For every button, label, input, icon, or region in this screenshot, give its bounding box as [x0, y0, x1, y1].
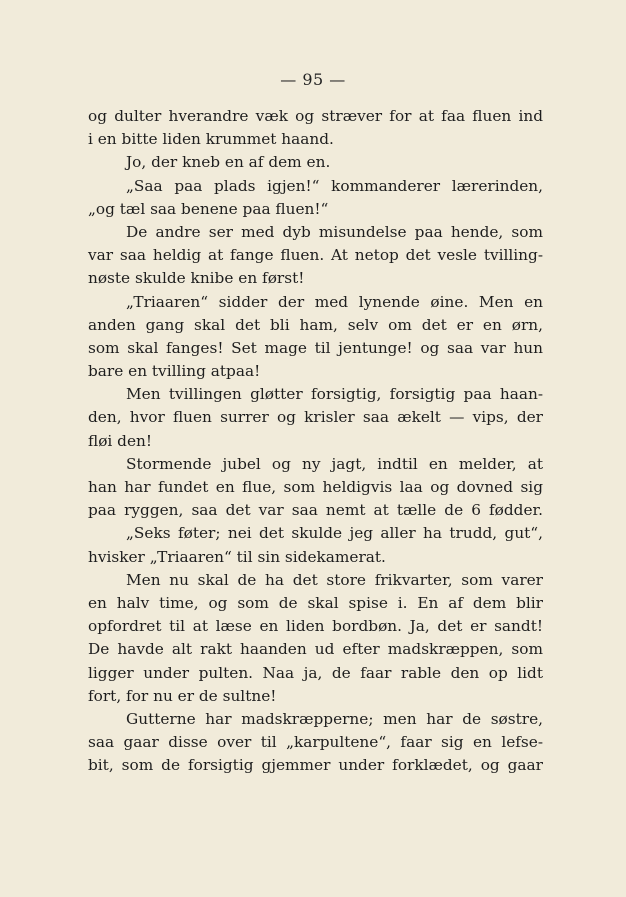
text-line: Men tvillingen gløtter forsigtig, forsigtig paa haan-	[126, 385, 543, 404]
text-line: Men nu skal de ha det store frikvarter, som varer	[126, 570, 543, 589]
text-line: han har fundet en flue, som heldigvis laa og dovned sig	[88, 478, 543, 496]
text-line: nøste skulde knibe en først!	[88, 269, 305, 288]
text-line: og dulter hverandre væk og stræver for at faa fluen ind	[88, 107, 543, 125]
text-line: opfordret til at læse en liden bordbøn. Ja, det er sandt!	[88, 617, 543, 636]
text-line: fort, for nu er de sultne!	[88, 686, 277, 705]
text-line: paa ryggen, saa det var saa nemt at tælle de 6 fødder.	[88, 501, 543, 520]
text-line: „Saa paa plads igjen!“ kommanderer lærerinden,	[126, 176, 543, 195]
text-line: som skal fanges! Set mage til jentunge! og saa var hun	[88, 338, 543, 357]
page-number: — 95 —	[280, 70, 346, 89]
text-line: bare en tvilling atpaa!	[88, 362, 261, 381]
text-line: Jo, der kneb en af dem en.	[126, 153, 331, 172]
text-line: i en bitte liden krummet haand.	[88, 130, 334, 149]
text-line: Gutterne har madskræpperne; men har de søstre,	[126, 709, 543, 728]
text-line: anden gang skal det bli ham, selv om det er en ørn,	[88, 315, 543, 334]
text-line: De havde alt rakt haanden ud efter madskræppen, som	[88, 640, 543, 659]
text-line: „og tæl saa benene paa fluen!“	[88, 199, 329, 218]
text-line: bit, som de forsigtig gjemmer under forklædet, og gaar	[88, 756, 543, 775]
text-line: en halv time, og som de skal spise i. En af dem blir	[88, 593, 543, 612]
text-line: Stormende jubel og ny jagt, indtil en melder, at	[126, 454, 543, 473]
text-line: „Triaaren“ sidder der med lynende øine. Men en	[126, 292, 543, 311]
text-line: „Seks føter; nei det skulde jeg aller ha trudd, gut“,	[126, 524, 543, 543]
text-line: ligger under pulten. Naa ja, de faar rable den op lidt	[88, 663, 543, 682]
text-line: fløi den!	[88, 431, 153, 450]
text-line: saa gaar disse over til „karpultene“, faar sig en lefse-	[88, 733, 543, 752]
text-line: hvisker „Triaaren“ til sin sidekamerat.	[88, 547, 386, 566]
body-text	[88, 105, 543, 777]
text-line: De andre ser med dyb misundelse paa hende, som	[126, 222, 543, 241]
text-line: den, hvor fluen surrer og krisler saa ækelt — vips, der	[88, 408, 543, 427]
text-line: var saa heldig at fange fluen. At netop det vesle tvilling-	[88, 246, 543, 265]
